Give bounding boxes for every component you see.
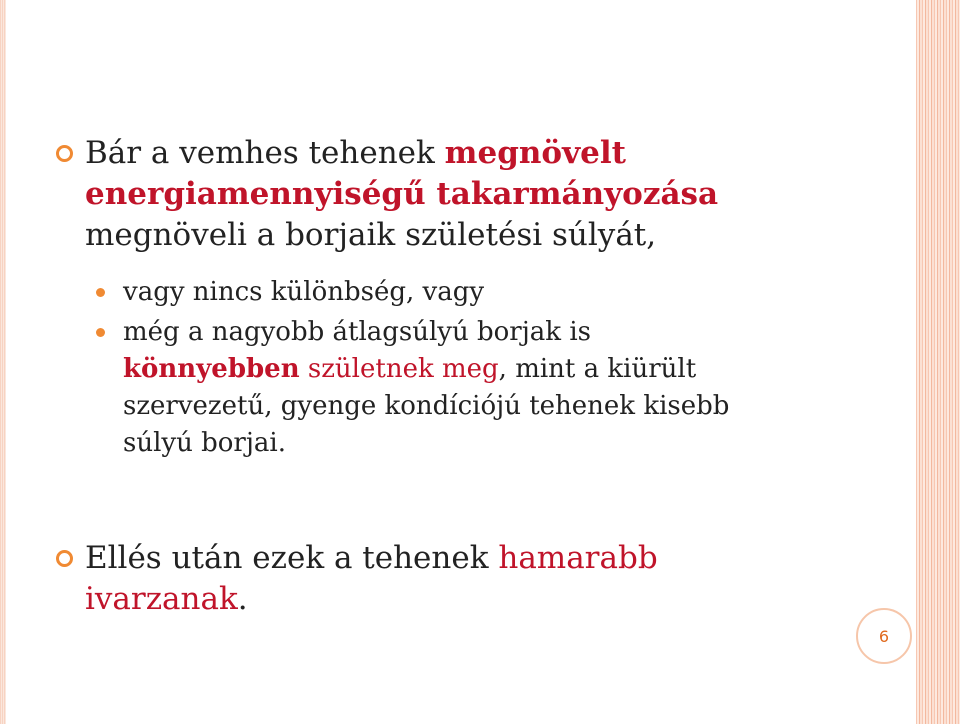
bullet-1-emphasis-line2: energiamennyiségű takarmányozása	[85, 176, 719, 212]
sub-bullet-list	[96, 274, 729, 462]
bullet-1-emphasis: megnövelt	[444, 135, 626, 171]
sub-bullet-2-rest3: súlyú borjai.	[123, 428, 286, 458]
sub-bullet-2-line1: még a nagyobb átlagsúlyú borjak is	[123, 317, 591, 347]
sub-bullet-2-rest1: , mint a kiürült	[498, 354, 697, 384]
sub-bullet-1	[96, 274, 729, 311]
right-decorative-stripes	[916, 0, 960, 724]
dot-bullet-icon	[96, 328, 105, 337]
sub-bullet-1-text: vagy nincs különbség, vagy	[123, 277, 485, 307]
bullet-2-red-line1: hamarabb	[498, 540, 658, 576]
dot-bullet-icon	[96, 288, 105, 297]
sub-bullet-2-text	[123, 314, 729, 462]
sub-bullet-2-rest2: szervezetű, gyenge kondíciójú tehenek kisebb	[123, 391, 730, 421]
slide-content	[40, 0, 910, 724]
bullet-2-text	[85, 538, 658, 620]
sub-bullet-2-red: születnek meg	[299, 354, 499, 384]
bullet-1-line3: megnöveli a borjaik születési súlyát,	[85, 217, 657, 253]
bullet-2-plain: Ellés után ezek a tehenek	[85, 540, 499, 576]
sub-bullet-2-emphasis: könnyebben	[123, 354, 300, 384]
bullet-2	[56, 538, 658, 620]
left-decorative-stripes	[0, 0, 6, 724]
bullet-1-text	[85, 133, 718, 256]
bullet-2-red-line2: ivarzanak	[85, 581, 238, 617]
bullet-2-end: .	[237, 581, 248, 617]
page-number-badge	[856, 608, 912, 664]
sub-bullet-2	[96, 314, 729, 462]
ring-bullet-icon	[56, 550, 73, 567]
page-number: 6	[878, 626, 890, 646]
bullet-1	[56, 133, 718, 256]
bullet-1-plain: Bár a vemhes tehenek	[85, 135, 445, 171]
ring-bullet-icon	[56, 145, 73, 162]
